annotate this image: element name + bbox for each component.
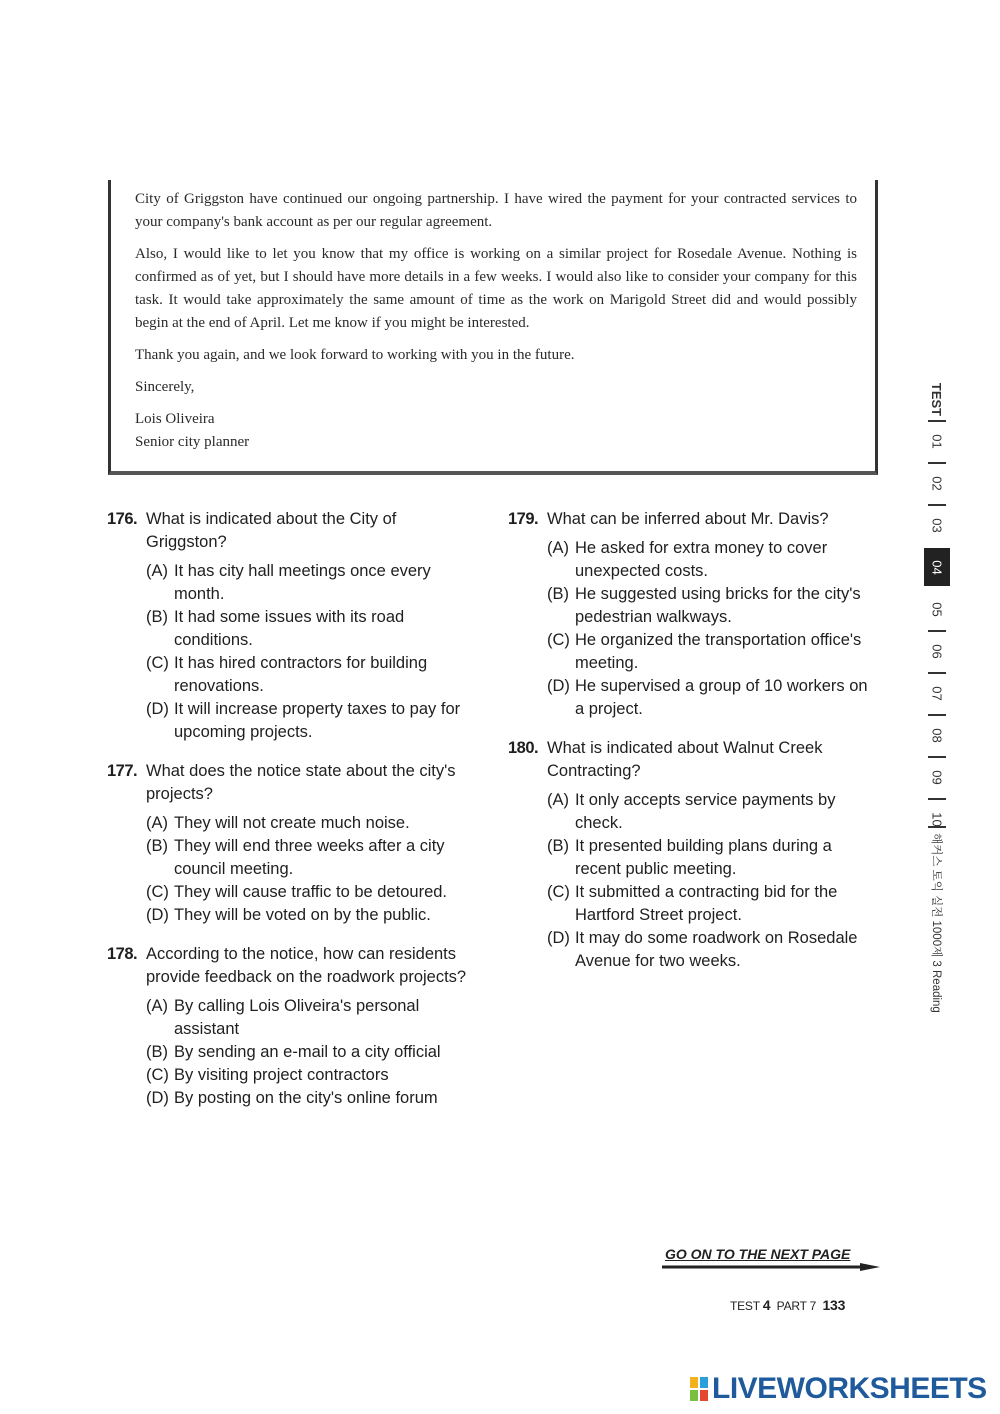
option-letter: (C)	[547, 883, 570, 901]
question-number: 178.	[107, 945, 138, 963]
book-title-vertical: 해커스 토익 실전 1000제 3 Reading	[930, 832, 943, 1013]
letter-closing: Sincerely,	[135, 379, 195, 395]
answer-option[interactable]	[146, 698, 467, 744]
liveworksheets-logo	[690, 1372, 987, 1406]
question-180	[508, 737, 868, 973]
question-number: 180.	[508, 739, 539, 757]
answer-option[interactable]	[146, 652, 467, 698]
option-text: By visiting project contractors	[174, 1066, 389, 1084]
option-text: It may do some roadwork on Rosedale Avenue for two weeks.	[575, 929, 858, 970]
question-176	[107, 508, 467, 744]
answer-option[interactable]	[146, 606, 467, 652]
option-text: They will be voted on by the public.	[174, 906, 431, 924]
footer-test-number: 4	[762, 1297, 771, 1313]
option-text: It will increase property taxes to pay for upcoming projects.	[174, 700, 461, 741]
test-tab-08[interactable]: 08	[929, 727, 945, 743]
answer-option[interactable]	[146, 560, 467, 606]
option-text: It presented building plans during a recent public meeting.	[575, 837, 832, 878]
answer-option[interactable]	[547, 583, 868, 629]
liveworksheets-wordmark: LIVEWORKSHEETS	[712, 1372, 987, 1405]
question-number: 179.	[508, 510, 539, 528]
letter-paragraph: City of Griggston have continued our ongoing partnership. I have wired the payment for your contracted services to your company's bank account as per our regular agreement.	[135, 191, 857, 230]
arrow-right-icon	[662, 1263, 880, 1271]
option-letter: (B)	[146, 1043, 168, 1061]
option-letter: (C)	[547, 631, 570, 649]
answer-option[interactable]	[146, 812, 467, 835]
signer-name: Lois Oliveira	[135, 411, 215, 427]
answer-option[interactable]	[547, 675, 868, 721]
option-letter: (D)	[547, 677, 570, 695]
option-letter: (D)	[547, 929, 570, 947]
test-tab-05[interactable]: 05	[929, 601, 945, 617]
option-text: They will end three weeks after a city council meeting.	[174, 837, 445, 878]
option-letter: (A)	[146, 997, 168, 1015]
answer-option[interactable]	[146, 995, 467, 1041]
liveworksheets-icon	[690, 1377, 708, 1401]
question-number: 177.	[107, 762, 138, 780]
answer-option[interactable]	[146, 904, 467, 927]
question-text: What can be inferred about Mr. Davis?	[547, 510, 829, 528]
test-tab-01[interactable]: 01	[929, 433, 945, 449]
question-179	[508, 508, 868, 721]
option-letter: (B)	[547, 585, 569, 603]
option-letter: (B)	[547, 837, 569, 855]
test-label: TEST	[929, 382, 945, 416]
answer-option[interactable]	[547, 629, 868, 675]
option-text: It had some issues with its road conditions.	[174, 608, 405, 649]
option-letter: (B)	[146, 608, 168, 626]
option-text: It only accepts service payments by check.	[575, 791, 836, 832]
option-letter: (A)	[547, 791, 569, 809]
question-text: According to the notice, how can residents provide feedback on the roadwork projects?	[146, 945, 467, 986]
letter-paragraph: Also, I would like to let you know that my office is working on a similar project for Rosedale Avenue. Nothing is confirmed as of yet, but I should have more details in a few weeks. I would also like to consider your company for this task. It would take approximately the same amount of time as the work on Marigold Street did and would possibly begin at the end of April. Let me know if you might be interested.	[135, 246, 857, 331]
answer-option[interactable]	[146, 1087, 467, 1110]
option-letter: (D)	[146, 1089, 169, 1107]
option-text: He suggested using bricks for the city's pedestrian walkways.	[575, 585, 861, 626]
option-text: He supervised a group of 10 workers on a project.	[575, 677, 868, 718]
answer-option[interactable]	[146, 1064, 467, 1087]
question-text: What does the notice state about the city's projects?	[146, 762, 456, 803]
question-177	[107, 760, 467, 927]
answer-option[interactable]	[547, 537, 868, 583]
answer-option[interactable]	[547, 835, 868, 881]
option-letter: (A)	[146, 562, 168, 580]
option-letter: (D)	[146, 906, 169, 924]
test-tab-10[interactable]: 10	[929, 811, 945, 827]
option-text: By sending an e-mail to a city official	[174, 1043, 441, 1061]
questions-left-column	[107, 508, 467, 1126]
answer-option[interactable]	[547, 927, 868, 973]
option-text: He asked for extra money to cover unexpected costs.	[575, 539, 828, 580]
page-number: 133	[822, 1297, 846, 1313]
test-tab-06[interactable]: 06	[929, 643, 945, 659]
option-text: It submitted a contracting bid for the Hartford Street project.	[575, 883, 838, 924]
option-text: By calling Lois Oliveira's personal assistant	[174, 997, 420, 1038]
question-number: 176.	[107, 510, 138, 528]
signer-title: Senior city planner	[135, 434, 250, 450]
option-text: He organized the transportation office's meeting.	[575, 631, 862, 672]
option-letter: (D)	[146, 700, 169, 718]
letter-paragraph: Thank you again, and we look forward to working with you in the future.	[135, 347, 575, 363]
option-text: By posting on the city's online forum	[174, 1089, 438, 1107]
option-letter: (B)	[146, 837, 168, 855]
option-letter: (A)	[146, 814, 168, 832]
option-letter: (C)	[146, 1066, 169, 1084]
option-text: They will cause traffic to be detoured.	[174, 883, 448, 901]
answer-option[interactable]	[547, 789, 868, 835]
option-text: It has city hall meetings once every month.	[174, 562, 431, 603]
answer-option[interactable]	[146, 1041, 467, 1064]
answer-option[interactable]	[146, 835, 467, 881]
option-text: They will not create much noise.	[174, 814, 410, 832]
letter-body	[135, 188, 857, 454]
footer-test-label: TEST	[730, 1299, 760, 1313]
option-letter: (C)	[146, 883, 169, 901]
go-next-page-text: GO ON TO THE NEXT PAGE	[665, 1246, 851, 1262]
question-178	[107, 943, 467, 1110]
test-tab-03[interactable]: 03	[929, 517, 945, 533]
test-tab-07[interactable]: 07	[929, 685, 945, 701]
question-text: What is indicated about Walnut Creek Contracting?	[547, 739, 823, 780]
test-index-tab	[924, 380, 950, 1020]
option-letter: (A)	[547, 539, 569, 557]
footer-part-label: PART 7	[776, 1299, 817, 1313]
test-tab-04-active[interactable]: 04	[924, 548, 950, 586]
page-footer	[730, 1297, 845, 1313]
answer-option[interactable]	[547, 881, 868, 927]
question-text: What is indicated about the City of Griggston?	[146, 510, 397, 551]
questions-right-column	[508, 508, 868, 989]
test-tab-09[interactable]: 09	[929, 769, 945, 785]
test-tab-02[interactable]: 02	[929, 475, 945, 491]
option-text: It has hired contractors for building renovations.	[174, 654, 428, 695]
answer-option[interactable]	[146, 881, 467, 904]
option-letter: (C)	[146, 654, 169, 672]
